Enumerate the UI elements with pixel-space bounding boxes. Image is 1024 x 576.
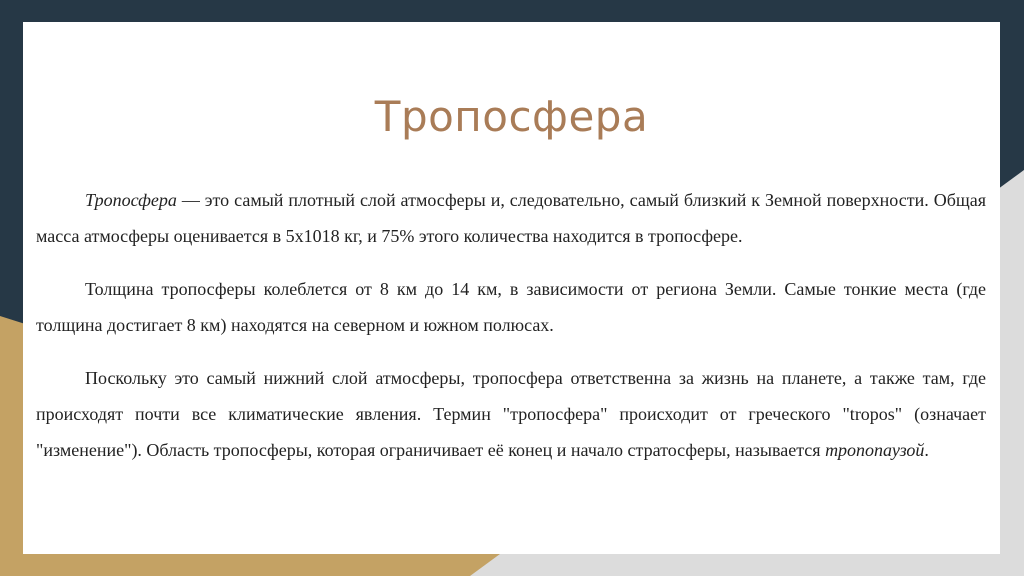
paragraph-3	[36, 360, 986, 468]
slide-title: Тропосфера	[374, 92, 649, 141]
paragraph-1	[36, 182, 986, 254]
paragraph-2-text: Толщина тропосферы колеблется от 8 км до 14 км, в зависимости от региона Земли. Самые тонкие места (где толщина достигает 8 км) находятся на северном и южном полюсах.	[36, 279, 986, 335]
paragraph-2	[36, 271, 986, 343]
paragraph-3-end: .	[924, 440, 929, 460]
term-tropopause-italic: тропопаузой	[825, 440, 925, 460]
slide-card	[23, 22, 1000, 554]
term-italic: Тропосфера	[85, 190, 177, 210]
paragraph-1-text: — это самый плотный слой атмосферы и, следовательно, самый близкий к Земной поверхности. Общая масса атмосферы оценивается в 5х1018 кг, и 75% этого количества находится в тропосфере.	[36, 190, 986, 246]
paragraph-3-text: Поскольку это самый нижний слой атмосферы, тропосфера ответственна за жизнь на планете, а также там, где происходят почти все климатические явления. Термин "тропосфера" происходит от греческого "tropos" (означает "изменение"). Область тропосферы, которая ограничивает её конец и начало стратосферы, называется	[36, 368, 986, 460]
slide-body	[36, 182, 986, 485]
